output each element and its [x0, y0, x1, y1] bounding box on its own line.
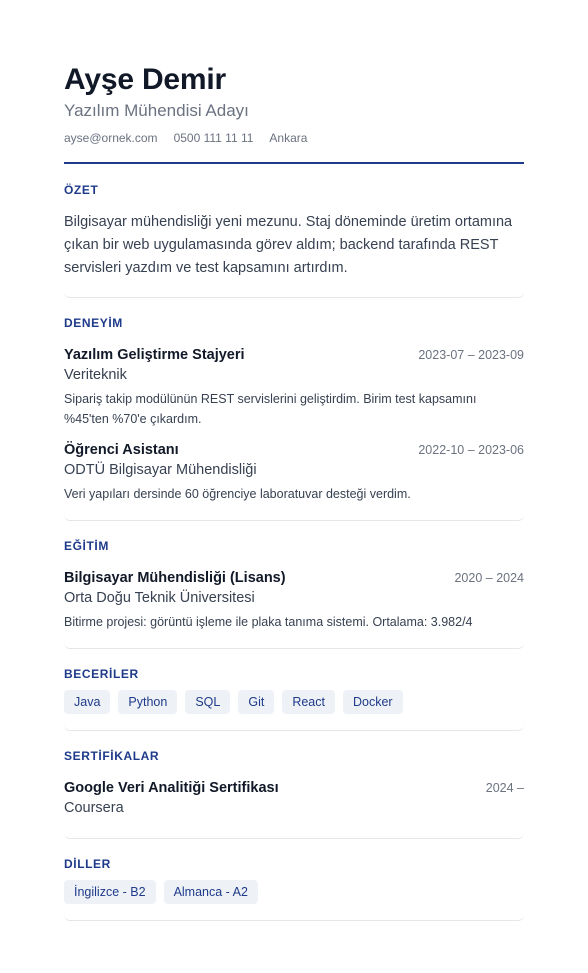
section-title-summary: ÖZET	[64, 183, 99, 197]
entry-dates: 2022-10 – 2023-06	[418, 443, 524, 457]
entry-header	[64, 778, 524, 798]
experience-entry	[64, 345, 524, 429]
education-section	[64, 521, 524, 649]
candidate-name: Ayşe Demir	[64, 63, 226, 96]
entry-title: Bilgisayar Mühendisliği (Lisans)	[64, 570, 286, 586]
section-title-experience: DENEYİM	[64, 316, 123, 330]
experience-section	[64, 298, 524, 521]
skill-tag: Python	[118, 690, 177, 714]
resume-header	[64, 62, 524, 164]
skill-tag: Java	[64, 690, 110, 714]
entry-title: Yazılım Geliştirme Stajyeri	[64, 347, 245, 363]
skill-tag: Docker	[343, 690, 403, 714]
section-title-skills: BECERİLER	[64, 667, 139, 681]
entry-organization: ODTÜ Bilgisayar Mühendisliği	[64, 462, 257, 478]
entry-dates: 2024 –	[485, 781, 524, 795]
entry-description: Bitirme projesi: görüntü işleme ile plaka tanıma sistemi. Ortalama: 3.982/4	[64, 615, 473, 629]
language-tag-list	[64, 880, 524, 904]
entry-organization: Orta Doğu Teknik Üniversitesi	[64, 590, 255, 606]
language-tag: Almanca - A2	[164, 880, 258, 904]
contact-line	[64, 130, 524, 146]
section-title-education: EĞİTİM	[64, 539, 109, 553]
entry-dates: 2020 – 2024	[454, 571, 524, 585]
entry-title: Öğrenci Asistanı	[64, 442, 179, 458]
education-entry	[64, 568, 524, 632]
skill-tag: SQL	[185, 690, 230, 714]
entry-dates: 2023-07 – 2023-09	[418, 348, 524, 362]
certifications-section	[64, 731, 524, 839]
skill-tag: Git	[238, 690, 274, 714]
entry-header	[64, 440, 524, 460]
section-title-certifications: SERTİFİKALAR	[64, 749, 160, 763]
contact-city: Ankara	[269, 131, 308, 145]
entry-description: Veri yapıları dersinde 60 öğrenciye laboratuvar desteği verdim.	[64, 487, 411, 501]
skill-tag: React	[282, 690, 335, 714]
contact-phone: 0500 111 11 11	[173, 131, 254, 145]
entry-description: Sipariş takip modülünün REST servislerini geliştirdim. Birim test kapsamını %45'ten %70'e çıkardım.	[64, 392, 477, 426]
experience-entry	[64, 440, 524, 504]
summary-section	[64, 164, 524, 298]
contact-email: ayse@ornek.com	[64, 131, 158, 145]
entry-header	[64, 345, 524, 365]
summary-text: Bilgisayar mühendisliği yeni mezunu. Staj döneminde üretim ortamına çıkan bir web uygulamasında görev aldım; backend tarafında REST servisleri yazdım ve test kapsamını artırdım.	[64, 214, 513, 276]
languages-section	[64, 839, 524, 921]
entry-organization: Veriteknik	[64, 367, 127, 383]
candidate-role: Yazılım Mühendisi Adayı	[64, 101, 249, 120]
section-title-languages: DİLLER	[64, 857, 111, 871]
entry-header	[64, 568, 524, 588]
entry-title: Google Veri Analitiği Sertifikası	[64, 780, 279, 796]
skills-section	[64, 649, 524, 731]
skill-tag-list	[64, 690, 524, 714]
language-tag: İngilizce - B2	[64, 880, 156, 904]
certification-entry	[64, 778, 524, 818]
entry-organization: Coursera	[64, 800, 124, 816]
